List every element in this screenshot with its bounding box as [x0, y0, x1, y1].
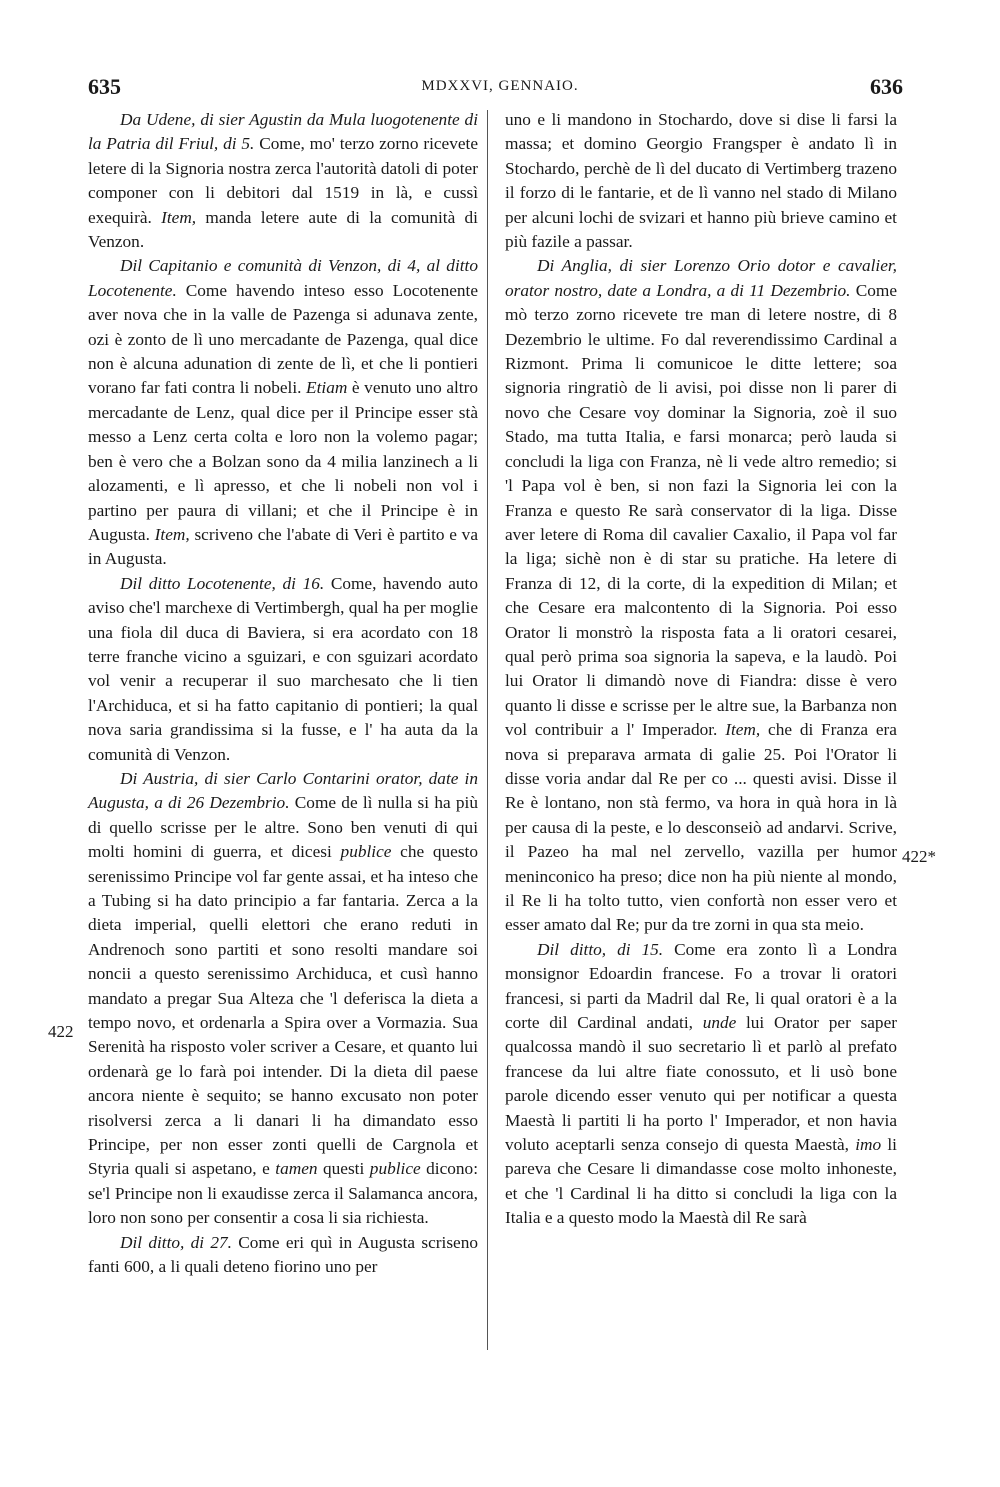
text-run: Come, mo' terzo zorno ricevete letere di la Signoria nostra zerca l'autorità datoli di poter componer con li debitori dal 1519 in là, e cussì exequirà. [88, 134, 478, 227]
text-run: manda letere aute di la comunità di Venzon. [88, 207, 478, 252]
italic-text: Item, [154, 524, 190, 544]
paragraph [88, 254, 478, 571]
margin-note-left: 422 [48, 1022, 74, 1041]
text-run: che questo serenissimo Principe vol far gente assai, et ha inteso che a Tubing si ha dato principio a far fantaria. Zerca a la dieta imperial, quelli elettori che erano reduti in Andrenoch sono partiti et sono resolti mandare soi noncii a questo serenissimo Archiduca, et cusì hanno mandato a pregar Sua Alteza che 'l deferisca la dieta a tempo novo, et ordenarla a Spira over a Vormazia. Sua Serenità ha risposto voler scriver a Cesare, et quanto lui ordenarà ge lo farà poi intender. Di la dieta dil paese ancora niente è sequito; se hanno excusato non poter risolversi zerca a li danari li ha dimandato esso Principe, per non esser zonti quelli de Cargnola et Styria quali si aspetano, e [88, 842, 478, 1179]
text-run: scriveno che l'abate di Veri è partito e va in Augusta. [88, 524, 478, 569]
italic-text: Di Austria, di sier Carlo Contarini orator, date in Augusta, a di 26 Dezembrio. [88, 768, 478, 813]
paragraph [88, 767, 478, 1231]
text-run: Come de lì nulla si ha più di quello scrisse per le altre. Sono ben venuti di qui molti homini di guerra, et dicesi [88, 793, 478, 862]
italic-text: Da Udene, di sier Agustin da Mula luogotenente di la Patria dil Friul, di 5. [88, 110, 478, 154]
column-divider [487, 110, 488, 1350]
italic-text: imo [855, 1135, 882, 1155]
italic-text: Etiam [306, 378, 348, 398]
text-run: che di Franza era nova si preparava armata di galie 25. Poi l'Orator li disse voria andar dal Re per co ... questi avisi. Disse il Re è lontano, non stà fermo, va hora in quà hora in là per causa di la peste, e lo desconseiò ad andarvi. Scrive, il Pazeo ha mal nel zervello, vazilla per humor meninconico ha preso; dice non ha più niente al mondo, il Re li ha tolto tutto, vien confortà non esser vero et esser amato dal Re; pur da tre zorni in qua sta meio. [505, 720, 897, 935]
italic-text: Item, [725, 720, 761, 740]
italic-text: Dil ditto Locotenente, di 16. [120, 573, 325, 593]
paragraph [505, 254, 897, 937]
right-column [505, 108, 897, 1231]
running-head: MDXXVI, GENNAIO. [421, 78, 579, 94]
left-column [88, 108, 478, 1280]
text-run: Come era zonto lì a Londra monsignor Edoardin francese. Fo a trovar li oratori francesi, si parti da Madril dal Re, li qual oratori è a la corte dil Cardinal andati, [505, 939, 897, 1033]
text-run: lui Orator per saper qualcossa mandò il suo secretario lì et parlò al prefato francese da lui altre fiate conossuto, et li usò bone parole dicendo esser venuto qui per notificar a questa Maestà li partiti li ha porto l' Imperador, et non havia voluto aceptarli senza consejo di questa Maestà, [505, 1013, 897, 1155]
text-run: è venuto uno altro mercadante de Lenz, qual dice per il Principe esser stà messo a Lenz certa colta e loro non la volemo pagar; ben è vero che a Bolzan sono da 4 milia lanzinech a li alozamenti, e lì apresso, et che li nobeli non vol i partino per paura di villani; et che il Principe è in Augusta. [88, 378, 478, 544]
italic-text: publice [369, 1159, 421, 1179]
text-run: questi [317, 1159, 370, 1179]
paragraph [505, 108, 897, 254]
italic-text: Dil ditto, di 27. [120, 1232, 232, 1252]
text-run: Come eri quì in Augusta scriseno fanti 600, a li quali deteno fiorino uno per [88, 1232, 478, 1277]
page-number-left: 635 [88, 74, 121, 99]
page-number-right: 636 [870, 74, 903, 99]
text-run: Come mò terzo zorno ricevete tre man di letere nostre, di 8 Dezembrio le ultime. Fo dal reverendissimo Cardinal a Rizmont. Prima li comunicoe le ditte lettere; soa signoria ringratiò de li avisi, poi disse non li parer di novo che Cesare voy dominar la Signoria, zoè il suo Stado, ma tutta Italia, e farsi monarca; però lauda si concludi la liga con Franza, nè li vede altro remedio; si 'l Papa vol è ben, si non fazi la Signoria lei con la Franza e questo Re sarà conservator di la liga. Disse aver letere di Roma dil cavalier Caxalio, il Papa vol far la liga; sichè non è di star su pratiche. Ha letere di Franza di 12, di la corte, di la expedition di Milan; et che Cesare era malcontento di la Signoria. Poi esso Orator li monstrò la risposta fata a li oratori cesarei, qual però prima soa signoria la sapeva, e la laudò. Poi lui Orator li dimandò nove di Fiandra: disse è vero quanto li disse e scrisse per le altre sue, la Barbanza non vol contribuir a l' Imperador. [505, 280, 897, 740]
text-run: Come, havendo auto aviso che'l marchexe di Vertimbergh, qual ha per moglie una fiola dil duca di Baviera, si era acordato con 18 terre franche vicino a sguizari, e con sguizari acordato vol venir a recuperar il suo marchesato che li tien l'Archiduca, et si ha fatto capitanio di pontieri; la qual nova saria grandissima si la fusse, e l' ha auta da la comunità di Venzon. [88, 573, 478, 764]
paragraph [88, 1231, 478, 1280]
italic-text: Dil ditto, di 15. [537, 939, 664, 959]
italic-text: Item, [161, 207, 197, 227]
italic-text: publice [340, 842, 392, 862]
text-run: Come havendo inteso esso Locotenente aver nova che in la valle de Pazenga si adunava zente, ozi è zonto de lì uno mercadante de Pazenga, qual dice non è alcuna adunation di zente de lì, et che li pontieri vorano far fati contra li nobeli. [88, 280, 478, 398]
italic-text: Dil Capitanio e comunità di Venzon, di 4, al ditto Locotenente. [88, 256, 478, 300]
italic-text: tamen [275, 1159, 318, 1179]
paragraph [88, 572, 478, 767]
text-run: uno e li mandono in Stochardo, dove si dise li farsi la massa; et domino Georgio Frangsper è andato lì in Stochardo, perchè de lì del ducato di Vertimberg trazeno il forzo di le fantarie, et de lì vanno nel stado di Milano per alcuni lochi de svizari et hanno più brieve camino et più fazile a passar. [505, 110, 897, 252]
paragraph [88, 108, 478, 254]
paragraph [505, 938, 897, 1231]
italic-text: Di Anglia, di sier Lorenzo Orio dotor e cavalier, orator nostro, date a Londra, a di 11 Dezembrio. [505, 256, 897, 300]
margin-note-right: 422* [902, 847, 936, 866]
text-run: li pareva che Cesare li dimandasse cose molto inhoneste, et che 'l Cardinal li ha ditto si concludi la liga con la Italia e a questo modo la Maestà dil Re sarà [505, 1135, 897, 1228]
italic-text: unde [702, 1013, 737, 1033]
text-run: dicono: se'l Principe non li exaudisse zerca il Salamanca ancora, loro non sono per consentir a cosa li sia richiesta. [88, 1159, 479, 1228]
